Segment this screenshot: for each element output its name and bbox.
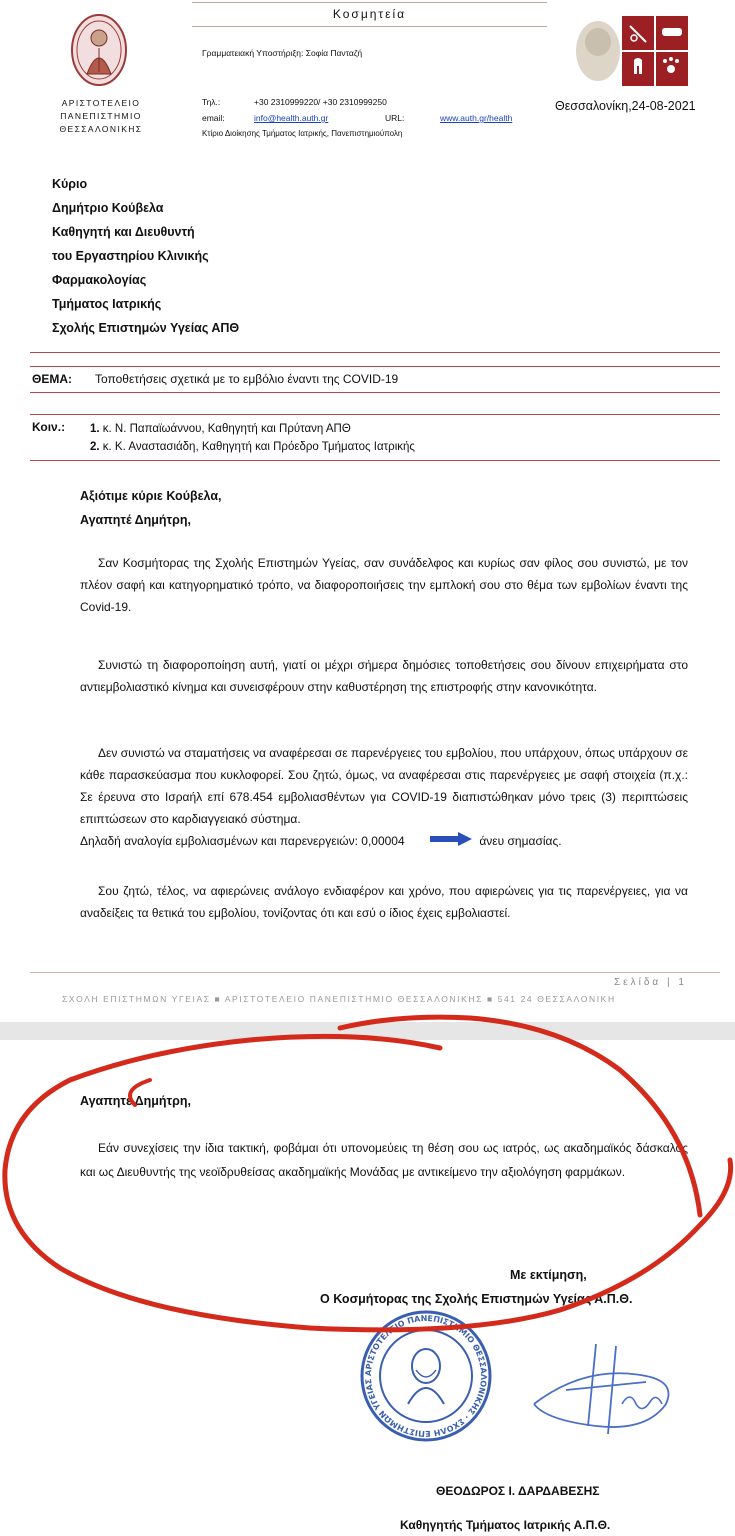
letter-page-2	[0, 1040, 735, 1536]
recipient-line-3: Καθηγητή και Διευθυντή	[52, 225, 195, 239]
page-2-salutation: Αγαπητέ Δημήτρη,	[80, 1094, 191, 1108]
url-label: URL:	[385, 113, 405, 123]
ratio-statement: Δηλαδή αναλογία εμβολιασμένων και παρενεργειών: 0,00004	[80, 834, 405, 848]
faculty-logo	[568, 14, 690, 88]
university-line-1: ΑΡΙΣΤΟΤΕΛΕΙΟ	[61, 98, 141, 108]
salutation-line-2: Αγαπητέ Δημήτρη,	[80, 513, 191, 527]
signer-title: Καθηγητής Τμήματος Ιατρικής Α.Π.Θ.	[400, 1518, 611, 1532]
recipient-line-6: Τμήματος Ιατρικής	[52, 297, 162, 311]
footer-address: ΣΧΟΛΗ ΕΠΙΣΤΗΜΩΝ ΥΓΕΙΑΣ ■ ΑΡΙΣΤΟΤΕΛΕΙΟ ΠΑΝΕΠΙΣΤΗΜΙΟ ΘΕΣΣΑΛΟΝΙΚΗΣ ■ 541 24 ΘΕΣΣΑΛΟΝΙΚΗ	[62, 994, 616, 1004]
building-address: Κτίριο Διοίκησης Τμήματος Ιατρικής, Πανεπιστημιούπολη	[202, 129, 403, 138]
subject-text: Τοποθετήσεις σχετικά με το εμβόλιο έναντι της COVID-19	[95, 372, 399, 386]
url-link[interactable]: www.auth.gr/health	[440, 113, 513, 123]
ratio-conclusion: άνευ σημασίας.	[479, 834, 562, 848]
stamp-ring-text: ΑΡΙΣΤΟΤΕΛΕΙΟ ΠΑΝΕΠΙΣΤΗΜΙΟ ΘΕΣΣΑΛΟΝΙΚΗΣ · ΣΧΟΛΗ ΕΠΙΣΤΗΜΩΝ ΥΓΕΙΑΣ	[363, 1313, 489, 1439]
university-name	[46, 97, 156, 136]
page-2-paragraph: Εάν συνεχίσεις την ίδια τακτική, φοβάμαι ότι υπονομεύεις τη θέση σου ως ιατρός, ως ακαδημαϊκός δάσκαλος και ως Διευθυντής της νεοϊδρυθείσας ακαδημαϊκής Μονάδας με αντικείμενο την αξιολόγηση φαρμάκων.	[80, 1141, 688, 1179]
cc-label: Κοιν.:	[32, 420, 66, 434]
right-arrow-icon	[412, 831, 472, 853]
tel-label: Τηλ.:	[202, 97, 221, 107]
tel-value: +30 2310999220/ +30 2310999250	[254, 97, 387, 107]
cc-item-text: κ. Κ. Αναστασιάδη, Καθηγητή και Πρόεδρο Τμήματος Ιατρικής	[102, 441, 415, 453]
office-title: Κοσμητεία	[332, 7, 407, 21]
signer-name: ΘΕΟΔΩΡΟΣ Ι. ΔΑΡΔΑΒΕΣΗΣ	[436, 1484, 600, 1498]
recipient-address	[52, 172, 239, 340]
place-date: Θεσσαλονίκη,24-08-2021	[555, 99, 696, 113]
university-line-2: ΠΑΝΕΠΙΣΤΗΜΙΟ	[60, 111, 142, 121]
cc-item-number: 1.	[90, 423, 100, 435]
cc-list	[90, 420, 415, 456]
email-label: email:	[202, 113, 225, 123]
cc-item-text: κ. Ν. Παπαϊωάννου, Καθηγητή και Πρύτανη ΑΠΘ	[102, 423, 351, 435]
salutation-line-1: Αξιότιμε κύριε Κούβελα,	[80, 489, 222, 503]
university-seal-logo	[70, 12, 128, 88]
recipient-line-5: Φαρμακολογίας	[52, 273, 147, 287]
page-separator	[0, 1022, 735, 1040]
recipient-line-7: Σχολής Επιστημών Υγείας ΑΠΘ	[52, 321, 240, 335]
body-paragraph-4: Σου ζητώ, τέλος, να αφιερώνεις ανάλογο ενδιαφέρον και χρόνο, που αφιερώνεις για τις παρενέργειες, για να αναδείξεις τα θετικά του εμβολίου, τονίζοντας ότι και εσύ ο ίδιος έχεις εμβολιαστεί.	[80, 884, 688, 920]
body-paragraph-1: Σαν Κοσμήτορας της Σχολής Επιστημών Υγείας, σαν συνάδελφος και κυρίως σαν φίλος σου συνιστώ, με τον πλέον σαφή και κατηγορηματικό τρόπο, να διαφοροποιήσεις την εμπλοκή σου στο θέμα των εμβολίων έναντι της Covid-19.	[80, 556, 688, 614]
closing-role: Ο Κοσμήτορας της Σχολής Επιστημών Υγείας Α.Π.Θ.	[320, 1292, 633, 1306]
email-link[interactable]: info@health.auth.gr	[254, 113, 329, 123]
signature	[526, 1334, 696, 1444]
cc-item	[90, 438, 415, 456]
university-line-3: ΘΕΣΣΑΛΟΝΙΚΗΣ	[59, 124, 143, 134]
cc-item	[90, 420, 415, 438]
page-number: Σελίδα | 1	[614, 977, 687, 988]
secretary-line: Γραμματειακή Υποστήριξη: Σοφία Πανταζή	[202, 48, 363, 58]
recipient-line-1: Κύριο	[52, 177, 88, 191]
subject-label: ΘΕΜΑ:	[32, 372, 72, 386]
school-stamp	[358, 1308, 494, 1444]
body-paragraph-2: Συνιστώ τη διαφοροποίηση αυτή, γιατί οι μέχρι σήμερα δημόσιες τοποθετήσεις σου δίνουν επιχειρήματα στο αντιεμβολιαστικό κίνημα και συνεισφέρουν στην καθυστέρηση της επιστροφής στην κανονικότητα.	[80, 658, 688, 694]
recipient-line-2: Δημήτριο Κούβελα	[52, 201, 164, 215]
cc-item-number: 2.	[90, 441, 100, 453]
closing: Με εκτίμηση,	[510, 1268, 587, 1282]
recipient-line-4: του Εργαστηρίου Κλινικής	[52, 249, 209, 263]
paragraph-3-main: Δεν συνιστώ να σταματήσεις να αναφέρεσαι σε παρενέργειες του εμβολίου, που υπάρχουν, όπως υπάρχουν σε κάθε παρασκεύασμα που κυκλοφορεί. Σου ζητώ, όμως, να αναφέρεσαι στις παρενέργειες με σαφή στοιχεία (π.χ.: Σε έρευνα στο Ισραήλ επί 678.454 εμβολιασθέντων για COVID-19 διαπιστώθηκαν μόνο τρεις (3) περιπτώσεις επιπτώσεων στο καρδιαγγειακό σύστημα.	[80, 746, 688, 826]
salutation	[80, 484, 222, 532]
body-paragraph-3	[80, 742, 688, 853]
